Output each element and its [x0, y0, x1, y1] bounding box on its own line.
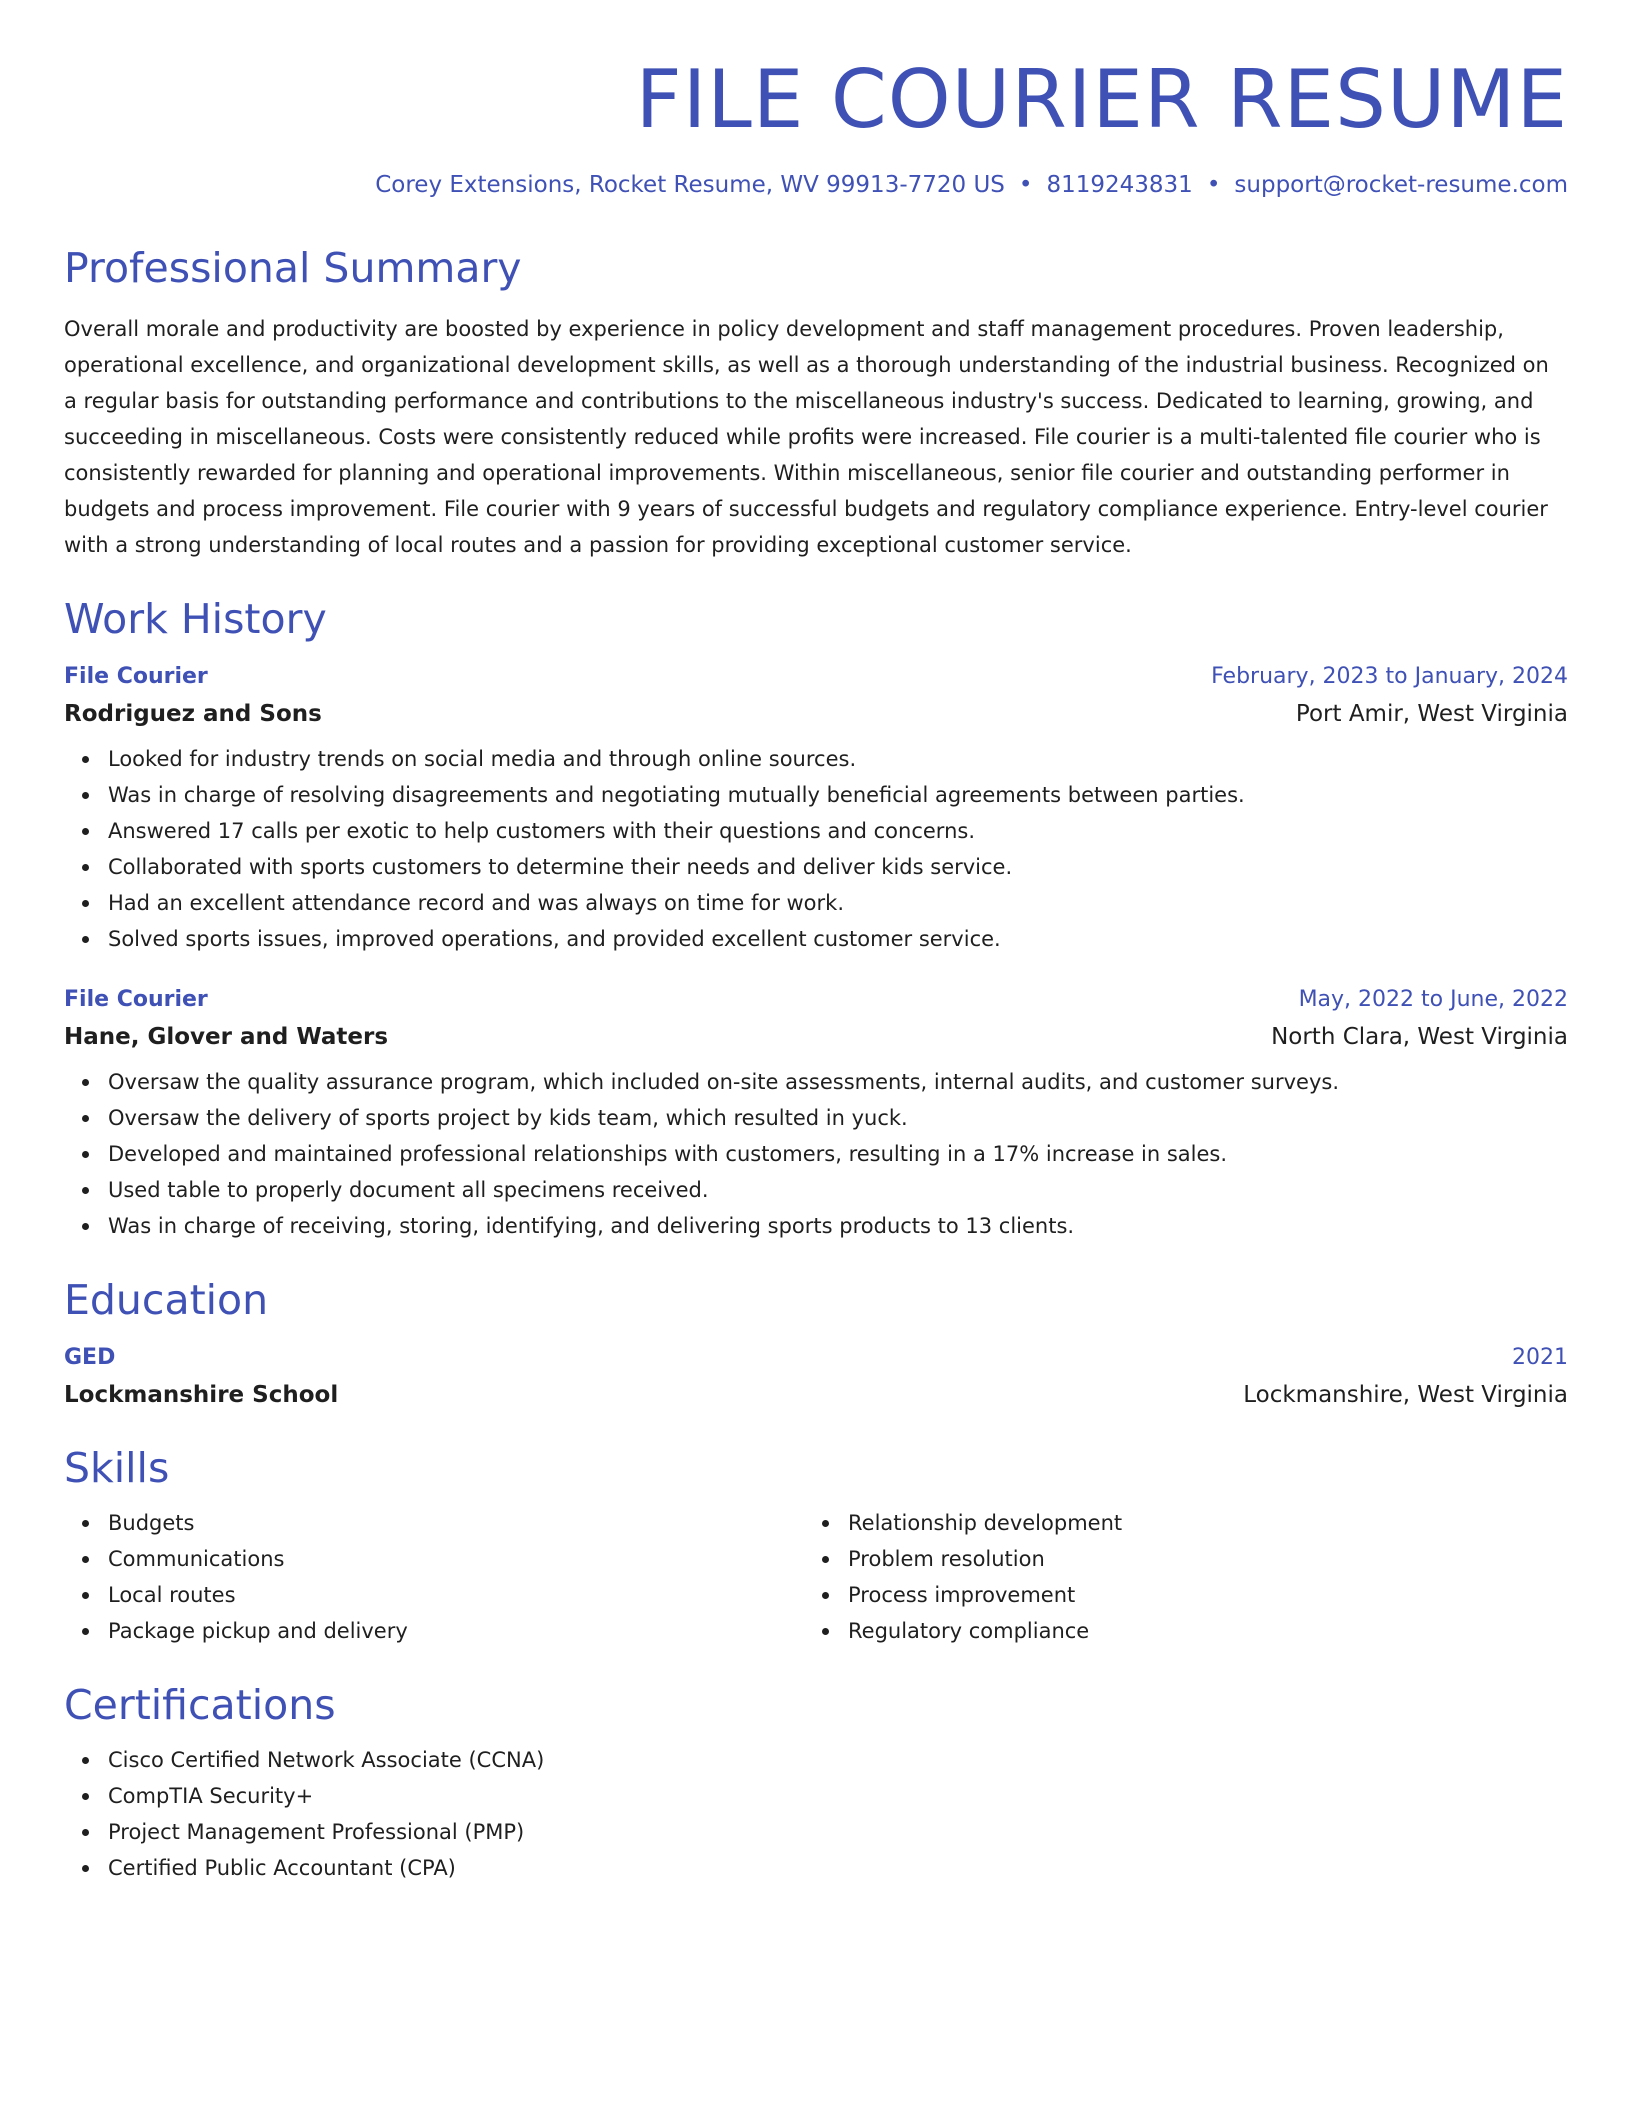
school-name: Lockmanshire School — [64, 1382, 339, 1409]
section-heading-skills: Skills — [64, 1444, 170, 1493]
skill-item: Problem resolution — [848, 1541, 1544, 1577]
job-entry — [64, 664, 1568, 957]
resume-title: FILE COURIER RESUME — [635, 53, 1568, 146]
skills-section — [64, 1446, 1568, 1649]
job-title: File Courier — [64, 664, 208, 690]
address: Corey Extensions, Rocket Resume, WV 99913-7720 US — [375, 172, 1005, 198]
list-item: Was in charge of receiving, storing, identifying, and delivering sports products to 13 clients. — [108, 1208, 1568, 1244]
skills-list-right — [804, 1505, 1544, 1649]
job-entry — [64, 987, 1568, 1244]
section-heading-work-history: Work History — [64, 595, 327, 644]
list-item: Collaborated with sports customers to determine their needs and deliver kids service. — [108, 849, 1568, 885]
skills-list-left — [64, 1505, 804, 1649]
skill-item: Budgets — [108, 1505, 804, 1541]
graduation-year: 2021 — [1512, 1345, 1568, 1371]
skill-item: Relationship development — [848, 1505, 1544, 1541]
contact-info — [64, 172, 1568, 198]
certification-item: CompTIA Security+ — [108, 1778, 1568, 1814]
school-location: Lockmanshire, West Virginia — [1243, 1382, 1568, 1409]
job-title: File Courier — [64, 987, 208, 1013]
job-duties-list — [64, 741, 1568, 957]
list-item: Developed and maintained professional relationships with customers, resulting in a 17% increase in sales. — [108, 1136, 1568, 1172]
employer-name: Hane, Glover and Waters — [64, 1024, 389, 1051]
list-item: Looked for industry trends on social media and through online sources. — [108, 741, 1568, 777]
summary-text: Overall morale and productivity are boosted by experience in policy development and staff management procedures. Proven leadership, operational excellence, and organizational development skills, as well as a thorough understanding of the industrial business. Recognized on a regular basis for outstanding performance and contributions to the miscellaneous industry's success. Dedicated to learning, growing, and succeeding in miscellaneous. Costs were consistently reduced while profits were increased. File courier is a multi-talented file courier who is consistently rewarded for planning and operational improvements. Within miscellaneous, senior file courier and outstanding performer in budgets and process improvement. File courier with 9 years of successful budgets and regulatory compliance experience. Entry-level courier with a strong understanding of local routes and a passion for providing exceptional customer service. — [64, 317, 1549, 558]
job-duties-list — [64, 1064, 1568, 1244]
separator-dot: • — [1206, 172, 1221, 198]
skill-item: Package pickup and delivery — [108, 1613, 804, 1649]
list-item: Answered 17 calls per exotic to help customers with their questions and concerns. — [108, 813, 1568, 849]
certifications-section — [64, 1683, 1568, 1886]
job-location: Port Amir, West Virginia — [1295, 701, 1568, 728]
list-item: Oversaw the delivery of sports project by kids team, which resulted in yuck. — [108, 1100, 1568, 1136]
employer-name: Rodriguez and Sons — [64, 701, 322, 728]
list-item: Used table to properly document all specimens received. — [108, 1172, 1568, 1208]
section-heading-education: Education — [64, 1276, 269, 1325]
certification-item: Certified Public Accountant (CPA) — [108, 1850, 1568, 1886]
list-item: Had an excellent attendance record and was always on time for work. — [108, 885, 1568, 921]
skill-item: Regulatory compliance — [848, 1613, 1544, 1649]
summary-section — [64, 246, 1568, 563]
education-section — [64, 1278, 1568, 1408]
section-heading-certifications: Certifications — [64, 1681, 336, 1730]
list-item: Oversaw the quality assurance program, which included on-site assessments, internal audits, and customer surveys. — [108, 1064, 1568, 1100]
certifications-list — [64, 1742, 1568, 1886]
job-location: North Clara, West Virginia — [1271, 1024, 1568, 1051]
job-dates: February, 2023 to January, 2024 — [1211, 664, 1568, 690]
job-dates: May, 2022 to June, 2022 — [1298, 987, 1568, 1013]
section-heading-summary: Professional Summary — [64, 244, 522, 292]
phone: 8119243831 — [1046, 172, 1193, 198]
certification-item: Cisco Certified Network Associate (CCNA) — [108, 1742, 1568, 1778]
skill-item: Communications — [108, 1541, 804, 1577]
email-link[interactable]: support@rocket-resume.com — [1234, 172, 1568, 198]
skill-item: Local routes — [108, 1577, 804, 1613]
separator-dot: • — [1018, 172, 1033, 198]
list-item: Was in charge of resolving disagreements and negotiating mutually beneficial agreements between parties. — [108, 777, 1568, 813]
degree: GED — [64, 1345, 116, 1371]
list-item: Solved sports issues, improved operations, and provided excellent customer service. — [108, 921, 1568, 957]
certification-item: Project Management Professional (PMP) — [108, 1814, 1568, 1850]
skill-item: Process improvement — [848, 1577, 1544, 1613]
work-history-section — [64, 597, 1568, 1244]
